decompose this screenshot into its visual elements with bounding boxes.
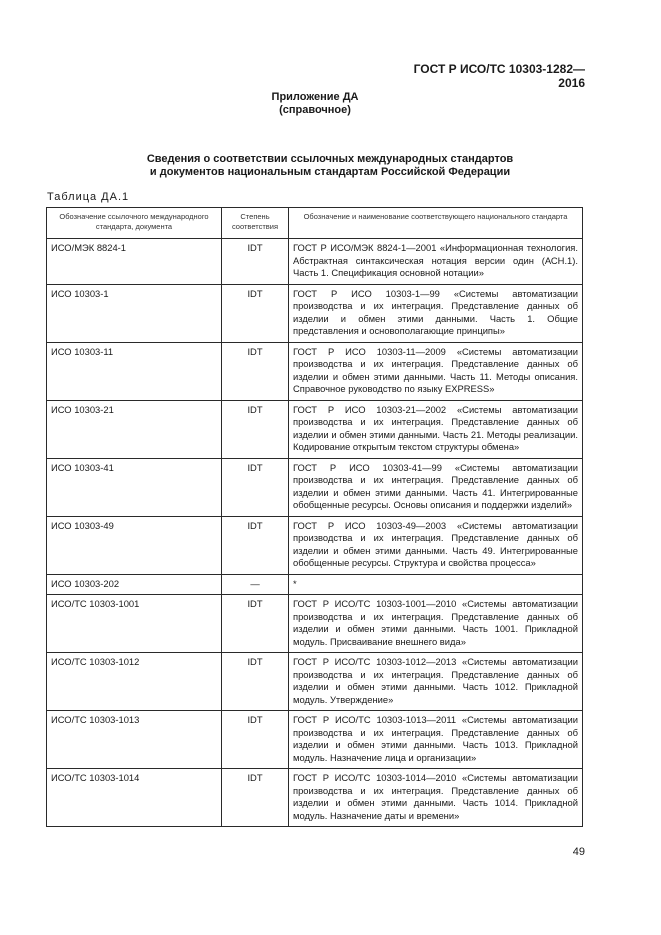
national-standard-cell: ГОСТ Р ИСО/ТС 10303-1012—2013 «Системы автоматизации производства и их интеграция. Представление данных об изделии и обмен этими данными. Часть 1012. Прикладной модуль. Утверждение»: [289, 653, 583, 711]
annex-title-block: [200, 91, 430, 117]
table-row: [47, 595, 583, 653]
table-label: Таблица ДА.1: [47, 191, 130, 203]
table-row: [47, 342, 583, 400]
correspondence-table: [46, 207, 583, 827]
national-standard-cell: ГОСТ Р ИСО 10303-21—2002 «Системы автоматизации производства и их интеграция. Представление данных об изделии и обмен этими данными. Часть 21. Методы реализации. Кодирование открытым текстом структуры обмена»: [289, 400, 583, 458]
international-standard-cell: ИСО 10303-1: [47, 284, 222, 342]
international-standard-cell: ИСО/ТС 10303-1001: [47, 595, 222, 653]
page-number: 49: [572, 846, 585, 858]
national-standard-cell: ГОСТ Р ИСО 10303-11—2009 «Системы автоматизации производства и их интеграция. Представление данных об изделии и обмен этими данными. Часть 11. Методы описания. Справочное руководство по языку EXPRESS»: [289, 342, 583, 400]
correspondence-degree-cell: IDT: [222, 458, 289, 516]
correspondence-degree-cell: IDT: [222, 711, 289, 769]
table-body: [47, 239, 583, 827]
national-standard-cell: ГОСТ Р ИСО/ТС 10303-1013—2011 «Системы автоматизации производства и их интеграция. Представление данных об изделии и обмен этими данными. Часть 1013. Прикладной модуль. Назначение лица и организации»: [289, 711, 583, 769]
international-standard-cell: ИСО/ТС 10303-1012: [47, 653, 222, 711]
international-standard-cell: ИСО 10303-11: [47, 342, 222, 400]
column-header-reference: Обозначение ссылочного международного стандарта, документа: [47, 208, 222, 239]
column-header-degree: Степень соответствия: [222, 208, 289, 239]
international-standard-cell: ИСО 10303-21: [47, 400, 222, 458]
international-standard-cell: ИСО/ТС 10303-1013: [47, 711, 222, 769]
column-header-national: Обозначение и наименование соответствующего национального стандарта: [289, 208, 583, 239]
national-standard-cell: ГОСТ Р ИСО/МЭК 8824-1—2001 «Информационная технология. Абстрактная синтаксическая нотация версии один (АСН.1). Часть 1. Спецификация основной нотации»: [289, 239, 583, 285]
correspondence-degree-cell: IDT: [222, 239, 289, 285]
international-standard-cell: ИСО 10303-49: [47, 516, 222, 574]
national-standard-cell: *: [289, 574, 583, 595]
table-row: [47, 516, 583, 574]
table-row: [47, 400, 583, 458]
table-row: [47, 653, 583, 711]
correspondence-degree-cell: —: [222, 574, 289, 595]
table-row: [47, 574, 583, 595]
table-row: [47, 769, 583, 827]
table-row: [47, 284, 583, 342]
national-standard-cell: ГОСТ Р ИСО 10303-1—99 «Системы автоматизации производства и их интеграция. Представление данных об изделии и обмен этими данными. Часть 1. Общие представления и основополагающие принципы»: [289, 284, 583, 342]
national-standard-cell: ГОСТ Р ИСО/ТС 10303-1001—2010 «Системы автоматизации производства и их интеграция. Представление данных об изделии и обмен этими данными. Часть 1001. Прикладной модуль. Присваивание внешнего вида»: [289, 595, 583, 653]
correspondence-degree-cell: IDT: [222, 653, 289, 711]
table-row: [47, 711, 583, 769]
national-standard-cell: ГОСТ Р ИСО 10303-41—99 «Системы автоматизации производства и их интеграция. Представление данных об изделии и обмен этими данными. Часть 41. Интегрированные обобщенные ресурсы. Основы описания и поддержки изделий»: [289, 458, 583, 516]
section-heading-line-1: Сведения о соответствии ссылочных международных стандартов: [146, 153, 514, 165]
national-standard-cell: ГОСТ Р ИСО 10303-49—2003 «Системы автоматизации производства и их интеграция. Представление данных об изделии и обмен этими данными. Часть 49. Интегрированные обобщенные ресурсы. Структура и свойства процесса»: [289, 516, 583, 574]
document-code: ГОСТ Р ИСО/ТС 10303-1282—2016: [413, 62, 585, 90]
correspondence-degree-cell: IDT: [222, 769, 289, 827]
section-heading: [80, 153, 580, 179]
correspondence-degree-cell: IDT: [222, 400, 289, 458]
table-row: [47, 458, 583, 516]
international-standard-cell: ИСО/МЭК 8824-1: [47, 239, 222, 285]
correspondence-degree-cell: IDT: [222, 284, 289, 342]
national-standard-cell: ГОСТ Р ИСО/ТС 10303-1014—2010 «Системы автоматизации производства и их интеграция. Представление данных об изделии и обмен этими данными. Часть 1014. Прикладной модуль. Назначение даты и времени»: [289, 769, 583, 827]
international-standard-cell: ИСО 10303-202: [47, 574, 222, 595]
correspondence-degree-cell: IDT: [222, 595, 289, 653]
annex-subtitle: (справочное): [279, 104, 351, 116]
international-standard-cell: ИСО 10303-41: [47, 458, 222, 516]
table-header-row: [47, 208, 583, 239]
table-row: [47, 239, 583, 285]
section-heading-line-2: и документов национальным стандартам Российской Федерации: [149, 166, 511, 178]
annex-title: Приложение ДА: [271, 91, 359, 103]
correspondence-degree-cell: IDT: [222, 342, 289, 400]
international-standard-cell: ИСО/ТС 10303-1014: [47, 769, 222, 827]
correspondence-degree-cell: IDT: [222, 516, 289, 574]
